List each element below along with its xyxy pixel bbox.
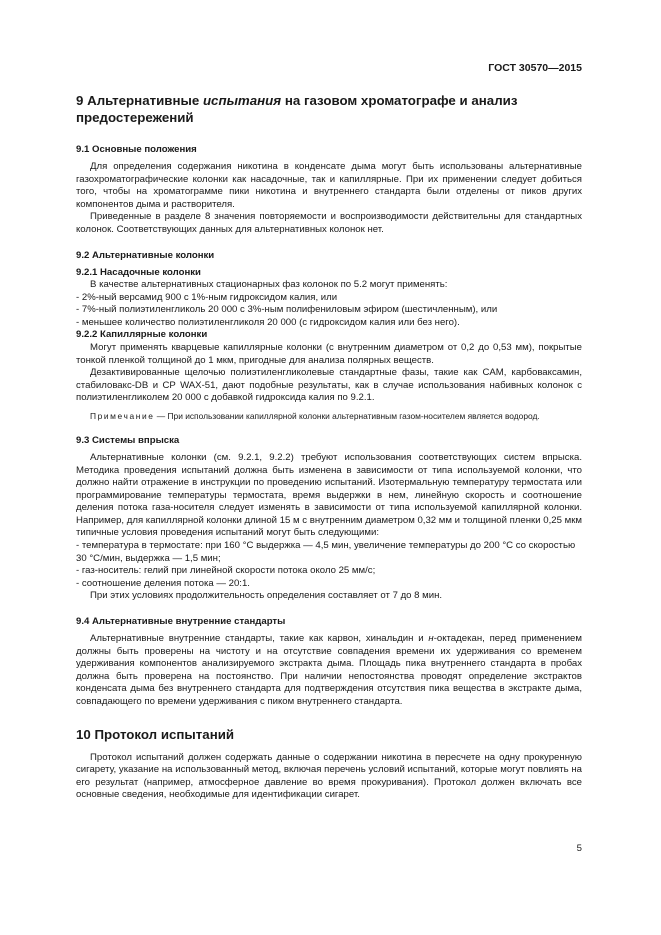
section-9-4-text-b: -октадекан, перед применением должны быть проверены на чистоту и на отсутствие совпадения времени их удерживания со временем удерживания компонентов анализируемого экстракта дыма. Площадь пика внутреннего стандарта в пробах должна быть проверена на постоянство. При наличии непостоянства проводят определение экстрактов конденсата дыма без внутреннего стандарта для подтверждения отсутствия пика вещества в экстракте дыма, совпадающего по времени удерживания с пиком внутреннего стандарта. <box>76 633 582 707</box>
section-9-2-heading: 9.2 Альтернативные колонки <box>76 249 215 261</box>
section-9-heading-part-c: на газовом хроматографе и анализ предостережений <box>76 93 518 125</box>
section-9-1-heading: 9.1 Основные положения <box>76 144 197 155</box>
section-9-2-2-heading: 9.2.2 Капиллярные колонки <box>76 329 208 341</box>
note <box>76 411 582 422</box>
section-10-heading: 10 Протокол испытаний <box>76 726 235 742</box>
page-number: 5 <box>576 843 582 854</box>
section-9-heading-part-a: 9 Альтернативные <box>76 93 203 108</box>
section-9-heading <box>76 92 582 126</box>
list-item: - газ-носитель: гелий при линейной скорости потока около 25 мм/с; <box>76 565 376 577</box>
section-9-2-2-paragraph-2: Дезактивированные щелочью полиэтиленгликолевые стандартные фазы, такие как CAM, карбоваксамин, стабиловакс-DB и CP WAX-51, дают подобные результаты, как в случае использования набивных колонок с полиэтиленгликолем 20 000 с добавкой гидроксида калия по 9.2.1. <box>76 367 582 404</box>
section-9-1-paragraph-1: Для определения содержания никотина в конденсате дыма могут быть использованы альтернативные газохроматографические колонки как насадочные, так и капиллярные. При их применении следует добиться того, чтобы на хроматограмме пики никотина и внутреннего стандарта были отделены от пиков других компонентов дыма и растворителя. <box>76 161 582 210</box>
list-item: - 7%-ный полиэтиленгликоль 20 000 с 3%-ным полифениловым эфиром (шестичленным), или <box>76 304 498 316</box>
document-code: ГОСТ 30570—2015 <box>488 62 582 74</box>
section-9-2-1-heading: 9.2.1 Насадочные колонки <box>76 266 201 278</box>
section-9-3-heading: 9.3 Системы впрыска <box>76 434 180 446</box>
note-text: — При использовании капиллярной колонки альтернативным газом-носителем является водород. <box>154 410 540 421</box>
section-9-1-paragraph-2: Приведенные в разделе 8 значения повторяемости и воспроизводимости действительны для стандартных колонок. Соответствующих данных для альтернативных колонок нет. <box>76 211 582 235</box>
section-9-4-text-a: Альтернативные внутренние стандарты, такие как карвон, хинальдин и <box>90 633 429 645</box>
section-9-4-heading: 9.4 Альтернативные внутренние стандарты <box>76 616 286 628</box>
section-9-4-italic: н <box>428 633 434 645</box>
section-9-2-1-intro: В качестве альтернативных стационарных фаз колонок по 5.2 могут применять: <box>90 279 448 291</box>
section-9-2-2-paragraph-1: Могут применять кварцевые капиллярные колонки (с внутренним диаметром от 0,2 до 0,53 мм), покрытые тонкой пленкой толщиной до 1 мкм, пригодные для анализа полярных веществ. <box>76 341 582 366</box>
section-9-heading-italic: испытания <box>202 93 282 108</box>
document-body <box>76 92 582 802</box>
list-item: - соотношение деления потока — 20:1. <box>76 577 250 589</box>
section-9-3-paragraph-2: При этих условиях продолжительность определения составляет от 7 до 8 мин. <box>90 590 443 602</box>
list-item: - температура в термостате: при 160 °С выдержка — 4,5 мин, увеличение температуры до 200 °С со скоростью 30 °С/мин, выдержка — 1,5 мин; <box>76 540 576 564</box>
note-label: Примечание <box>90 410 155 421</box>
section-9-3-paragraph-1: Альтернативные колонки (см. 9.2.1, 9.2.2) требуют использования соответствующих систем впрыска. Методика проведения испытаний должна быть изменена в зависимости от типа используемой колонки, что должно найти отражение в инструкции по проведению испытаний. Изотермальную температуру термостата или программирование температуры термостата, время выдержки в нем, линейную скорость и соотношение деления потока газа-носителя следует изменять в зависимости от типа используемой капиллярной колонки. Например, для капиллярной колонки длиной 15 м с внутренним диаметром 0,32 мм и толщиной пленки 0,25 мкм типичные условия проведения испытаний могут быть следующими: <box>76 451 582 539</box>
section-10-paragraph: Протокол испытаний должен содержать данные о содержании никотина в пересчете на одну прокуренную сигарету, указание на использованный метод, включая перечень условий испытаний, которые могут повлиять на его результат (например, атмосферное давление во время прокуривания). Протокол должен включать все основные сведения, необходимые для идентификации сигарет. <box>76 751 582 801</box>
list-item: - 2%-ный версамид 900 с 1%-ным гидроксидом калия, или <box>76 291 338 303</box>
list-item: - меньшее количество полиэтиленгликоля 20 000 (с гидроксидом калия или без него). <box>76 316 460 328</box>
section-9-4-paragraph <box>76 633 582 709</box>
